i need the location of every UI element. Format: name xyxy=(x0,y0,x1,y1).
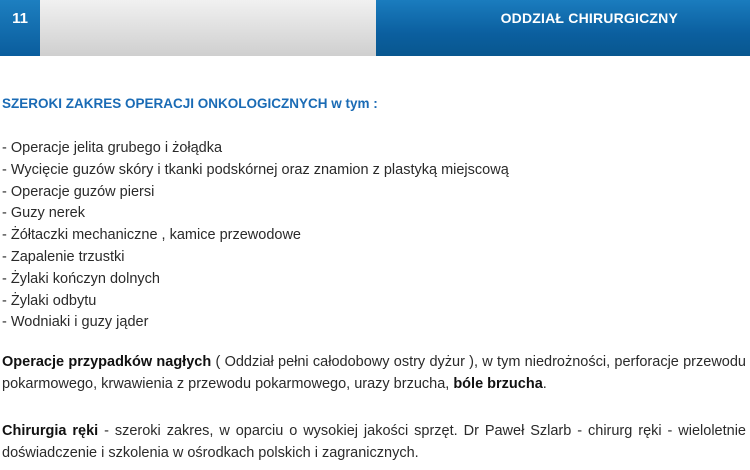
list-item: - Wycięcie guzów skóry i tkanki podskórnej oraz znamion z plastyką miejscową xyxy=(2,161,509,178)
emergency-end: . xyxy=(542,376,547,392)
emergency-tail: bóle brzucha xyxy=(453,376,543,392)
header-gray-band xyxy=(40,0,376,56)
hand-surgery-paragraph xyxy=(2,420,746,464)
list-item: - Operacje guzów piersi xyxy=(2,183,155,200)
page-number: 11 xyxy=(12,10,28,27)
page-header xyxy=(0,0,750,56)
hand-surgery-lead: Chirurgia ręki xyxy=(2,423,99,439)
list-item: - Operacje jelita grubego i żołądka xyxy=(2,140,223,156)
emergency-text: ( Oddział pełni całodobowy ostry dyżur ), w tym niedrożności, perforacje przewodu pokarmowego, krwawienia z przewodu pokarmowego, urazy brzucha, xyxy=(2,354,746,392)
emergency-lead: Operacje przypadków nagłych xyxy=(2,354,212,370)
list-item: - Wodniaki i guzy jąder xyxy=(2,314,149,331)
list-item: - Guzy nerek xyxy=(2,205,85,222)
page-number-box xyxy=(0,0,40,56)
list-item: - Żylaki kończyn dolnych xyxy=(2,270,160,287)
list-item: - Żółtaczki mechaniczne , kamice przewodowe xyxy=(2,227,301,244)
list-item: - Żylaki odbytu xyxy=(2,292,97,309)
header-blue-band xyxy=(376,0,750,56)
list-item: - Zapalenie trzustki xyxy=(2,248,125,265)
section-heading: SZEROKI ZAKRES OPERACJI ONKOLOGICZNYCH w tym : xyxy=(2,96,378,111)
emergency-paragraph xyxy=(2,351,746,395)
operations-list xyxy=(2,138,509,334)
hand-surgery-text: - szeroki zakres, w oparciu o wysokiej jakości sprzęt. Dr Paweł Szlarb - chirurg ręki - wieloletnie doświadczenie i szkolenia w ośrodkach polskich i zagranicznych. xyxy=(2,423,746,461)
header-title: ODDZIAŁ CHIRURGICZNY xyxy=(500,10,678,26)
